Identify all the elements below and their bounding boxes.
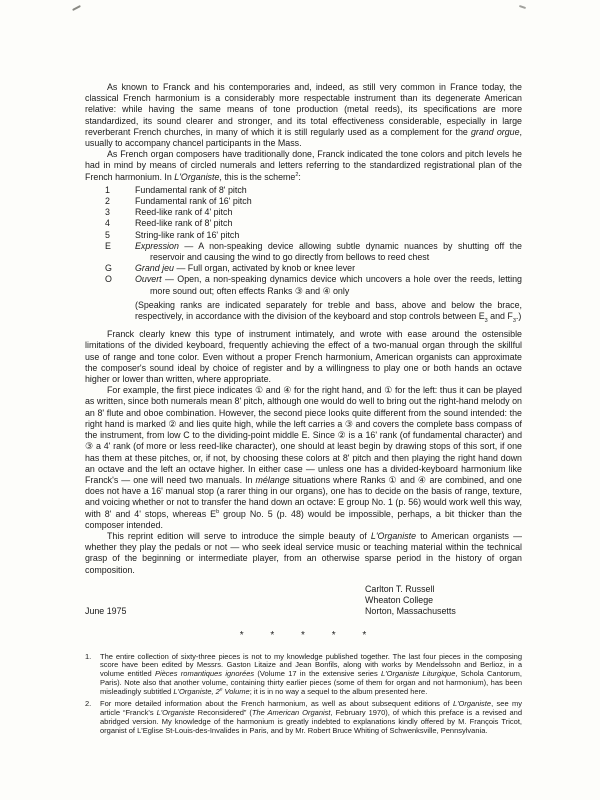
scheme-row — [105, 263, 522, 274]
scheme-label: G — [105, 263, 112, 274]
signature-lines — [365, 584, 522, 618]
footnote — [85, 700, 522, 736]
scheme-text: Reed-like rank of 8' pitch — [135, 218, 233, 229]
scheme-label: 4 — [105, 218, 110, 229]
scheme-row — [105, 185, 522, 196]
scan-mark-icon — [519, 5, 526, 9]
scheme-text: Expression — A non-speaking device allowing subtle dynamic nuances by shutting off the reservoir and causing the wind to go directly from bellows to reed chest — [135, 240, 522, 263]
footnote — [85, 653, 522, 698]
signature-block — [85, 584, 522, 618]
footnote-text: The entire collection of sixty-three pieces is not to my knowledge published together. The last four pieces in the composing score have been edited by Messrs. Gaston Litaize and Jean Bonfils, along with works by Mendelssohn and Berlioz, in a volume entitled Pièces romantiques ignorées (Volume 17 in the extensive series L'Organiste Liturgique, Schola Cantorum, Paris). Note also that another volume, containing thirty earlier pieces (some of them for organ and not harmonium), has been misleadingly subtitled L'Organiste, 2e Volume; it is in no way a sequel to the album presented here. — [100, 651, 522, 697]
signature-date: June 1975 — [85, 606, 127, 617]
scheme-label: 5 — [105, 229, 110, 240]
signature-name: Carlton T. Russell — [365, 583, 435, 594]
scheme-row — [105, 207, 522, 218]
scan-mark-icon — [72, 5, 81, 11]
scheme-parenthetical-note: (Speaking ranks are indicated separately for treble and bass, above and below the brace, respectively, in accordance with the division of the keyboard and stop controls between $E_3$ and $F_3$.) — [135, 299, 522, 324]
scheme-row — [105, 196, 522, 207]
paragraph-registration-scheme: As French organ composers have traditionally done, Franck indicated the tone colors and pitch levels he had in mind by means of circled numerals and letters referring to the standardized registrational plan of the French harmonium. In L'Organiste, this is the scheme$^2$: — [85, 149, 522, 182]
signature-location: Norton, Massachusetts — [365, 606, 456, 617]
scheme-row — [105, 241, 522, 263]
scheme-text: Reed-like rank of 4' pitch — [135, 207, 233, 218]
footnote-number: 1. — [85, 651, 92, 661]
scheme-label: E — [105, 240, 111, 251]
scheme-row — [105, 230, 522, 241]
scheme-text: Fundamental rank of 8' pitch — [135, 184, 247, 195]
scheme-text: Grand jeu — Full organ, activated by knob or knee lever — [135, 263, 356, 274]
asterisk-separator: * * * * * — [239, 630, 368, 642]
paragraph-reprint-purpose: This reprint edition will serve to introduce the simple beauty of L'Organiste to American organists — whether they play the pedals or not — who seek ideal service music or teaching material within the technical grasp of the beginning or intermediate player, from an otherwise sparse period in the history of organ composition. — [85, 530, 522, 575]
scheme-label: O — [105, 274, 112, 285]
scheme-label: 1 — [105, 184, 110, 195]
scheme-text: Fundamental rank of 16' pitch — [135, 196, 252, 207]
scheme-text: Ouvert — Open, a non-speaking dynamics device which uncovers a hole over the reeds, letting more sound out; often effects Ranks ③ and ④ only — [135, 274, 522, 296]
scheme-text: String-like rank of 16' pitch — [135, 229, 240, 240]
scheme-row — [105, 274, 522, 296]
paragraph-franck-knowledge: Franck clearly knew this type of instrument intimately, and wrote with ease around the ostensible limitations of the divided keyboard, frequently achieving the effect of a two-manual organ through the skillful use of range and tone color. Even without a proper French harmonium, American organists can approximate the composer's sound ideal by choice of register and by a willingness to play one or both hands an octave higher or lower than written, where appropriate. — [85, 329, 522, 385]
footnote-text: For more detailed information about the French harmonium, as well as about subsequent editions of L'Organiste, see my article “Franck's L'Organiste Reconsidered” (The American Organist, February 1970), of which this preface is a revised and abridged version. My knowledge of the harmonium is greatly indebted to explanations kindly offered by M. François Tricot, organist of L'Eglise St-Louis-des-Invalides in Paris, and by Mr. Robert Bruce Whiting of Schwenksville, Pennsylvania. — [100, 699, 523, 735]
paragraph-harmonium-intro: As known to Franck and his contemporaries and, indeed, as still very common in France today, the classical French harmonium is a considerably more respectable instrument than its degenerate American relative: while having the same means of tone production (metal reeds), its specifications are more standardized, its sound clearer and stronger, and its total effectiveness considerable, especially in large reverberant French churches, in many of which it is still regularly used as a complement for the grand orgue, usually to accompany chancel participants in the Mass. — [85, 82, 522, 149]
scheme-row — [105, 218, 522, 229]
footnotes-section — [85, 653, 522, 736]
scheme-label: 3 — [105, 207, 110, 218]
footnote-number: 2. — [85, 699, 92, 709]
signature-affiliation: Wheaton College — [365, 594, 434, 605]
scheme-list — [105, 185, 522, 297]
scheme-label: 2 — [105, 196, 110, 207]
paragraph-registration-examples: For example, the first piece indicates ① and ④ for the right hand, and ① for the left: thus it can be played as written, since both numerals mean 8' pitch, although one would do well to bring out the right-hand melody on an 8' flute and oboe combination. However, the second piece looks quite different from the sound intended: the right hand is marked ② and lies quite high, while the left carries a ③ and covers the complete bass compass of the instrument, from low C to the dividing-point middle E. Since ② is a 16' rank (of fundamental character) and ③ a 4' rank (of more or less reed-like character), one should at least begin by drawing stops of this sort, if one has them at these pitches, or, if not, by choosing these colors at 8' pitch and then playing the right hand down an octave and the left an octave higher. In either case — unless one has a divided-keyboard harmonium like Franck's — one will need two manuals. In mélange situations where Ranks ① and ④ are combined, and one does not have a 16' manual stop (a rarer thing in our organs), one has to decide on the basis of range, texture, and voicing whether or not to transfer the hand down an octave: E group No. 1 (p. 56) would work well this way, with 8' and 4' stops, whereas $E^b$ group No. 5 (p. 48) would be impossible, perhaps, a bit thicker than the composer intended. — [85, 385, 522, 530]
